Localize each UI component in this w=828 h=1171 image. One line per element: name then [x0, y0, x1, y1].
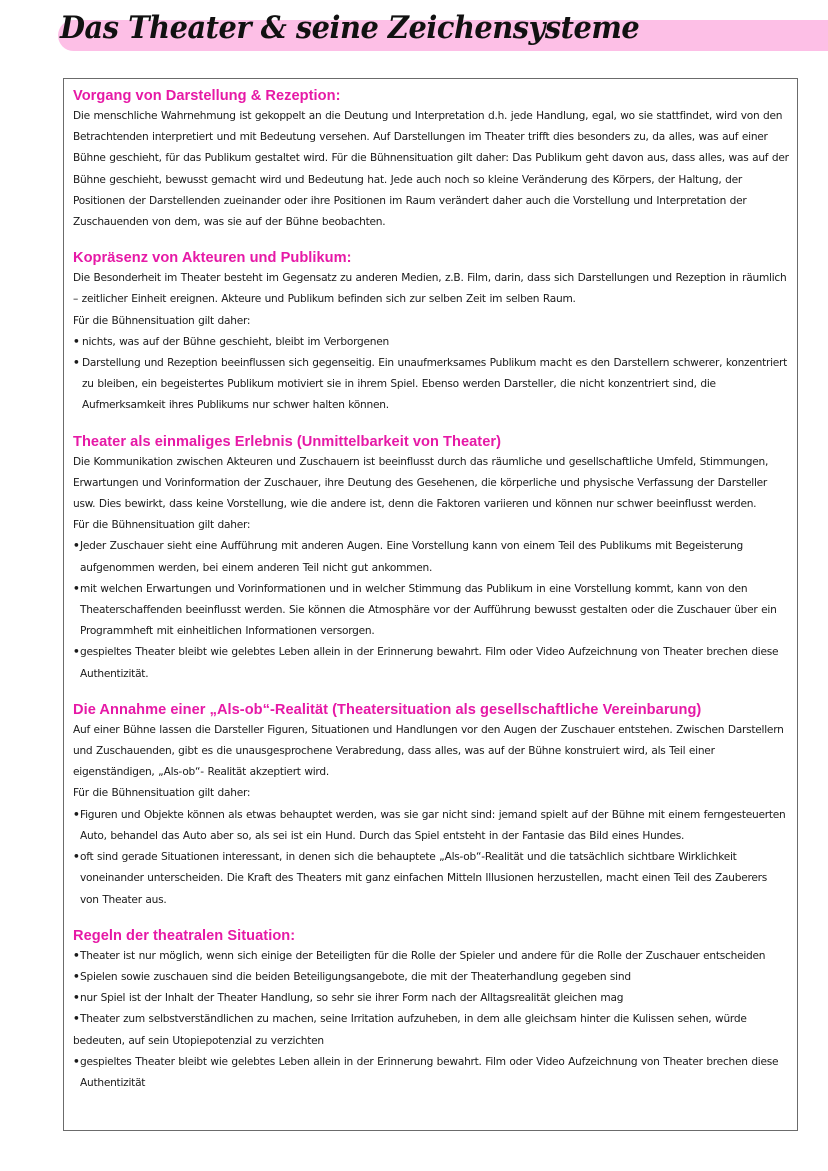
list-item — [73, 946, 789, 967]
section-heading: Die Annahme einer „Als-ob“-Realität (Theatersituation als gesellschaftliche Vereinbarung) — [73, 701, 702, 718]
page-title: Das Theater & seine Zeichensysteme — [60, 10, 640, 46]
list-item — [73, 353, 789, 417]
list-item-text: Theater ist nur möglich, wenn sich einige der Beteiligten für die Rolle der Spieler und andere für die Rolle der Zuschauer entscheiden — [80, 949, 766, 962]
list-item-text: Theater zum selbstverständlichen zu machen, seine Irritation aufzuheben, in dem alle gleichsam hinter die Kulissen sehen, würde bedeuten, auf sein Utopiepotenzial zu verzichten — [73, 1013, 747, 1047]
list-item — [73, 332, 789, 353]
bullet-icon: • — [73, 540, 80, 553]
bullet-icon: • — [73, 357, 80, 370]
list-item — [73, 967, 789, 988]
bullet-icon: • — [73, 970, 80, 983]
list-item-text: gespieltes Theater bleibt wie gelebtes Leben allein in der Erinnerung bewahrt. Film oder Video Aufzeichnung von Theater brechen diese Authentizität — [80, 1055, 779, 1089]
bullet-icon: • — [73, 851, 80, 864]
section-darstellung-rezeption — [73, 87, 789, 233]
content-box — [63, 78, 798, 1131]
section-heading: Theater als einmaliges Erlebnis (Unmittelbarkeit von Theater) — [73, 433, 502, 450]
bullet-list — [73, 332, 789, 417]
list-item-text: nichts, was auf der Bühne geschieht, bleibt im Verborgenen — [82, 335, 389, 348]
section-lead-in: Für die Bühnensituation gilt daher: — [73, 787, 251, 800]
list-item-text: Spielen sowie zuschauen sind die beiden Beteiligungsangebote, die mit der Theaterhandlung gegeben sind — [80, 970, 631, 983]
list-item — [73, 579, 789, 643]
list-item-text: oft sind gerade Situationen interessant, in denen sich die behauptete „Als-ob“-Realität und die tatsächlich sichtbare Wirklichkeit voneinander unterscheiden. Die Kraft des Theaters mit ganz einfachen Mitteln Illusionen herzustellen, macht einen Teil des Zauberers von Theater aus. — [80, 851, 767, 906]
bullet-list — [73, 536, 789, 684]
list-item-text: gespieltes Theater bleibt wie gelebtes Leben allein in der Erinnerung bewahrt. Film oder Video Aufzeichnung von Theater brechen diese Authentizität. — [80, 646, 779, 680]
section-kopraesenz — [73, 249, 789, 416]
section-paragraph: Die Kommunikation zwischen Akteuren und Zuschauern ist beeinflusst durch das räumliche und gesellschaftliche Umfeld, Stimmungen, Erwartungen und Vorinformation der Zuschauer, ihre Deutung des Gesehenen, die körperliche und physische Verfassung der Darsteller usw. Dies bewirkt, dass keine Vorstellung, wie die andere ist, denn die Faktoren variieren und können nur schwer beeinflusst werden. — [73, 455, 769, 511]
list-item-text: nur Spiel ist der Inhalt der Theater Handlung, so sehr sie ihrer Form nach der Alltagsrealität gleichen mag — [80, 992, 624, 1005]
list-item-text: mit welchen Erwartungen und Vorinformationen und in welcher Stimmung das Publikum in eine Vorstellung kommt, kann von den Theaterschaffenden beeinflusst werden. Sie können die Atmosphäre vor der Aufführung bewusst gestalten oder die Zuschauer über ein Programmheft mit einheitlichen Informationen versorgen. — [80, 582, 777, 638]
bullet-icon: • — [73, 646, 80, 659]
section-als-ob-realitaet — [73, 701, 789, 911]
list-item-text: Darstellung und Rezeption beeinflussen sich gegenseitig. Ein unaufmerksames Publikum macht es den Darstellern schwerer, konzentriert zu bleiben, ein begeistertes Publikum motiviert sie in ihrem Spiel. Ebenso werden Darsteller, die nicht konzentriert sind, die Aufmerksamkeit ihres Publikums nur schwer halten können. — [82, 357, 788, 412]
section-heading: Kopräsenz von Akteuren und Publikum: — [73, 250, 352, 267]
bullet-icon: • — [73, 582, 80, 595]
bullet-icon: • — [73, 992, 80, 1005]
list-item — [73, 847, 789, 911]
list-item-text: Figuren und Objekte können als etwas behauptet werden, was sie gar nicht sind: jemand spielt auf der Bühne mit einem ferngesteuerten Auto, behandel das Auto aber so, als sei ist ein Hund. Durch das Spiel entsteht in der Fantasie das Bild eines Hundes. — [80, 808, 786, 842]
section-paragraph: Die menschliche Wahrnehmung ist gekoppelt an die Deutung und Interpretation d.h. jede Handlung, egal, wo sie stattfindet, wird von den Betrachtenden interpretiert und mit Bedeutung versehen. Auf Darstellungen im Theater trifft dies besonders zu, da alles, was auf einer Bühne geschieht, für das Publikum gestaltet wird. Für die Bühnensituation gilt daher: Das Publikum geht davon aus, dass alles, was auf der Bühne geschieht, bewusst gemacht wird und Bedeutung hat. Jede auch noch so kleine Veränderung des Körpers, der Haltung, der Positionen der Darstellenden zueinander oder ihre Positionen im Raum verändert daher auch die Vorstellung und Interpretation der Zuschauenden von dem, was sie auf der Bühne beobachten. — [73, 110, 789, 229]
section-lead-in: Für die Bühnensituation gilt daher: — [73, 314, 251, 327]
list-item — [73, 1009, 789, 1051]
bullet-icon: • — [73, 949, 80, 962]
section-regeln — [73, 927, 789, 1094]
list-item — [73, 642, 789, 684]
list-item — [73, 805, 789, 847]
list-item — [73, 988, 789, 1009]
list-item — [73, 536, 789, 578]
section-paragraph: Die Besonderheit im Theater besteht im Gegensatz zu anderen Medien, z.B. Film, darin, dass sich Darstellungen und Rezeption in räumlich – zeitlicher Einheit ereignen. Akteure und Publikum befinden sich zur selben Zeit im selben Raum. — [73, 272, 787, 306]
bullet-list — [73, 805, 789, 911]
bullet-icon: • — [73, 808, 80, 821]
section-paragraph: Auf einer Bühne lassen die Darsteller Figuren, Situationen und Handlungen vor den Augen der Zuschauer entstehen. Zwischen Darstellern und Zuschauenden, gibt es die unausgesprochene Verabredung, dass alles, was auf der Bühne konstruiert wird, als Teil einer eigenständigen, „Als-ob“- Realität akzeptiert wird. — [73, 723, 784, 779]
section-einmaliges-erlebnis — [73, 433, 789, 685]
section-heading: Regeln der theatralen Situation: — [73, 927, 296, 944]
list-item-text: Jeder Zuschauer sieht eine Aufführung mit anderen Augen. Eine Vorstellung kann von einem Teil des Publikums mit Begeisterung aufgenommen werden, bei einem anderen Teil nicht gut ankommen. — [80, 540, 744, 574]
bullet-icon: • — [73, 1013, 80, 1026]
section-heading: Vorgang von Darstellung & Rezeption: — [73, 88, 341, 104]
bullet-list — [73, 946, 789, 1094]
bullet-icon: • — [73, 335, 80, 348]
list-item — [73, 1052, 789, 1094]
bullet-icon: • — [73, 1055, 80, 1068]
section-lead-in: Für die Bühnensituation gilt daher: — [73, 519, 251, 532]
